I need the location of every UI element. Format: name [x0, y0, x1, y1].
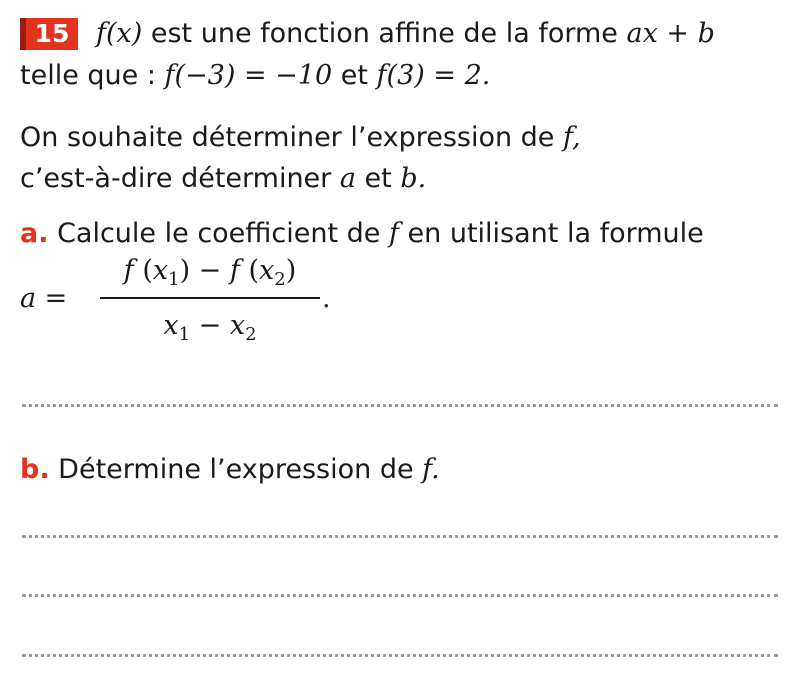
- part-b-function: f.: [422, 454, 440, 485]
- goal-b: b.: [400, 163, 427, 194]
- exercise-number-badge: [20, 18, 78, 50]
- num-paren-open-1: (: [133, 255, 153, 286]
- part-b-label: b.: [20, 454, 50, 485]
- num-f1: f: [123, 255, 134, 286]
- den-minus: −: [190, 310, 230, 341]
- part-a-label: a.: [20, 218, 49, 249]
- num-sub-2: 2: [274, 269, 286, 290]
- part-b-text-prefix: Détermine l’expression de: [49, 454, 423, 485]
- condition-2: f(3) = 2.: [376, 60, 491, 91]
- goal-line-1-prefix: On souhaite déterminer l’expression de: [20, 122, 564, 153]
- num-paren-open-2: (: [239, 255, 260, 286]
- num-f2: f: [229, 255, 240, 286]
- goal-function: f,: [563, 122, 581, 153]
- intro-line-2-prefix: telle que :: [20, 60, 165, 91]
- num-x1: x: [152, 255, 169, 286]
- part-a-function: f: [388, 218, 399, 249]
- formula-denominator: [100, 310, 320, 345]
- intro-function: f(x): [96, 18, 143, 49]
- answer-line-b2[interactable]: [22, 594, 778, 597]
- formula-lhs: a =: [20, 283, 68, 314]
- den-sub-2: 2: [245, 324, 257, 345]
- part-a-instruction: [20, 217, 704, 251]
- formula-numerator: [100, 255, 320, 290]
- answer-line-b1[interactable]: [22, 535, 778, 538]
- intro-text: est une fonction affine de la forme: [142, 18, 627, 49]
- goal-line-2-prefix: c’est-à-dire déterminer: [20, 163, 340, 194]
- condition-1: f(−3) = −10: [164, 60, 333, 91]
- part-b-instruction: [20, 453, 440, 487]
- num-sub-1: 1: [168, 269, 180, 290]
- part-a-text-prefix: Calcule le coefficient de: [48, 218, 389, 249]
- condition-joiner: et: [332, 60, 377, 91]
- num-paren-close-1: ) −: [179, 255, 230, 286]
- intro-line-1: [96, 17, 715, 51]
- goal-et: et: [355, 163, 401, 194]
- num-x2: x: [259, 255, 275, 286]
- goal-line-1: [20, 121, 581, 155]
- slope-formula: [20, 255, 350, 355]
- den-x2: x: [229, 310, 246, 341]
- part-a-text-suffix: en utilisant la formule: [398, 218, 704, 249]
- goal-a: a: [339, 163, 356, 194]
- fraction-bar: [100, 297, 320, 299]
- num-paren-close-2: ): [285, 255, 297, 286]
- den-x1: x: [163, 310, 179, 341]
- den-sub-1: 1: [178, 324, 191, 345]
- intro-affine-form: ax + b: [626, 18, 715, 49]
- answer-line-a[interactable]: [22, 404, 778, 407]
- exercise-number: 15: [26, 18, 78, 50]
- goal-line-2: [20, 162, 426, 196]
- answer-line-b3[interactable]: [22, 654, 778, 657]
- formula-end: .: [322, 283, 331, 314]
- intro-line-2: [20, 59, 490, 93]
